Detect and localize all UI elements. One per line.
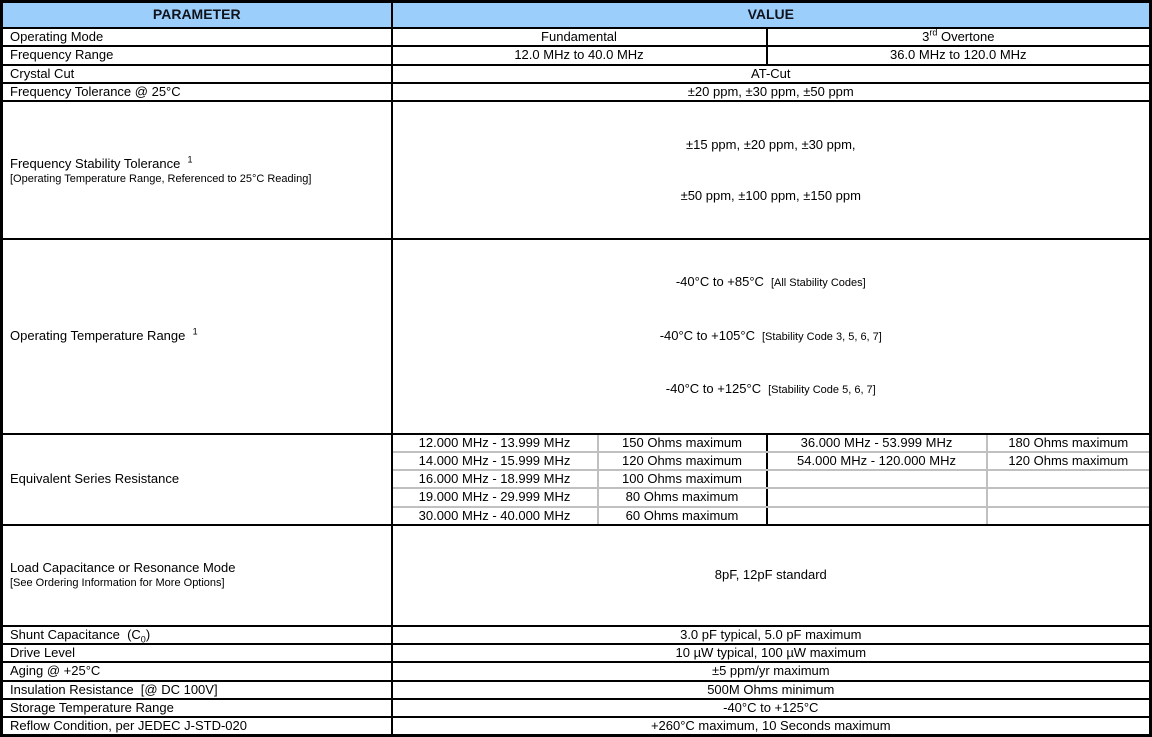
value-drive-level: 10 µW typical, 100 µW maximum xyxy=(392,644,1151,662)
parameter-column-header: PARAMETER xyxy=(2,2,392,29)
frequency-stability-footnote-marker: 1 xyxy=(187,154,193,165)
row-label-operating-mode: Operating Mode xyxy=(2,28,392,46)
value-frequency-tolerance: ±20 ppm, ±30 ppm, ±50 ppm xyxy=(392,83,1151,101)
row-label-drive-level: Drive Level xyxy=(2,644,392,662)
row-label-frequency-range: Frequency Range xyxy=(2,46,392,64)
overtone-superscript: rd xyxy=(929,27,938,38)
load-capacitance-label: Load Capacitance or Resonance Mode xyxy=(10,560,236,576)
value-operating-temperature xyxy=(392,239,1151,434)
row-label-load-capacitance xyxy=(2,525,392,626)
op-temp-note-1: [All Stability Codes] xyxy=(770,277,866,289)
operating-temperature-footnote-marker: 1 xyxy=(192,326,198,337)
row-label-crystal-cut: Crystal Cut xyxy=(2,65,392,83)
frequency-stability-value-line2: ±50 ppm, ±100 ppm, ±150 ppm xyxy=(680,188,861,203)
op-temp-note-3: [Stability Code 5, 6, 7] xyxy=(768,384,876,396)
esr-ot-ohms-1: 180 Ohms maximum xyxy=(987,434,1151,452)
row-frequency-stability xyxy=(2,101,1151,239)
frequency-stability-note: [Operating Temperature Range, Referenced to 25°C Reading] xyxy=(10,172,312,185)
esr-fund-range-5: 30.000 MHz - 40.000 MHz xyxy=(392,507,598,525)
shunt-label-post: ) xyxy=(145,626,151,642)
row-aging xyxy=(2,662,1151,680)
row-storage-temperature xyxy=(2,699,1151,717)
esr-fund-ohms-3: 100 Ohms maximum xyxy=(598,470,767,488)
row-drive-level xyxy=(2,644,1151,662)
value-shunt-capacitance: 3.0 pF typical, 5.0 pF maximum xyxy=(392,626,1151,644)
value-frequency-range-overtone: 36.0 MHz to 120.0 MHz xyxy=(767,46,1151,64)
row-insulation-resistance xyxy=(2,681,1151,699)
value-storage-temperature: -40°C to +125°C xyxy=(392,699,1151,717)
op-temp-range-2: -40°C to +105°C xyxy=(659,327,755,343)
value-frequency-stability xyxy=(392,101,1151,239)
operating-temperature-line xyxy=(397,379,1146,400)
row-operating-mode xyxy=(2,28,1151,46)
row-shunt-capacitance xyxy=(2,626,1151,644)
op-temp-range-1: -40°C to +85°C xyxy=(675,274,764,289)
esr-ot-ohms-5 xyxy=(987,507,1151,525)
esr-ot-range-4 xyxy=(767,488,987,506)
value-crystal-cut: AT-Cut xyxy=(392,65,1151,83)
op-temp-range-3: -40°C to +125°C xyxy=(665,381,762,396)
esr-fund-ohms-5: 60 Ohms maximum xyxy=(598,507,767,525)
row-reflow-condition xyxy=(2,717,1151,736)
frequency-stability-label-stack xyxy=(3,149,391,190)
esr-fund-range-3: 16.000 MHz - 18.999 MHz xyxy=(392,470,598,488)
esr-ot-range-1: 36.000 MHz - 53.999 MHz xyxy=(767,434,987,452)
esr-fund-range-2: 14.000 MHz - 15.999 MHz xyxy=(392,452,598,470)
row-frequency-range xyxy=(2,46,1151,64)
op-temp-note-2: [Stability Code 3, 5, 6, 7] xyxy=(762,330,882,343)
value-load-capacitance: 8pF, 12pF standard xyxy=(392,525,1151,626)
esr-fund-ohms-1: 150 Ohms maximum xyxy=(598,434,767,452)
row-operating-temperature xyxy=(2,239,1151,434)
operating-temperature-label-text: Operating Temperature Range xyxy=(10,327,186,343)
operating-temperature-line xyxy=(397,326,1146,347)
overtone-rest: Overtone xyxy=(937,29,995,44)
esr-ot-range-2: 54.000 MHz - 120.000 MHz xyxy=(767,452,987,470)
esr-fund-ohms-4: 80 Ohms maximum xyxy=(598,488,767,506)
value-operating-mode-fundamental: Fundamental xyxy=(392,28,767,46)
operating-temperature-line xyxy=(397,272,1146,293)
shunt-label-pre: Shunt Capacitance (C xyxy=(10,626,141,642)
row-label-frequency-stability xyxy=(2,101,392,239)
overtone-base: 3 xyxy=(922,29,930,44)
value-reflow-condition: +260°C maximum, 10 Seconds maximum xyxy=(650,718,891,733)
row-label-insulation-resistance: Insulation Resistance [@ DC 100V] xyxy=(2,681,392,699)
esr-fund-range-4: 19.000 MHz - 29.999 MHz xyxy=(392,488,598,506)
frequency-stability-value-line1: ±15 ppm, ±20 ppm, ±30 ppm, xyxy=(686,136,856,152)
load-capacitance-label-stack xyxy=(3,558,391,592)
row-label-reflow-condition: Reflow Condition, per JEDEC J-STD-020 xyxy=(2,717,392,736)
esr-ot-range-3 xyxy=(767,470,987,488)
row-label-esr: Equivalent Series Resistance xyxy=(2,434,392,525)
esr-ot-ohms-4 xyxy=(987,488,1151,506)
row-load-capacitance xyxy=(2,525,1151,626)
frequency-stability-label-text: Frequency Stability Tolerance xyxy=(10,156,181,172)
row-crystal-cut xyxy=(2,65,1151,83)
esr-fund-ohms-2: 120 Ohms maximum xyxy=(598,452,767,470)
esr-fund-range-1: 12.000 MHz - 13.999 MHz xyxy=(392,434,598,452)
esr-ot-range-5 xyxy=(767,507,987,525)
esr-ot-ohms-3 xyxy=(987,470,1151,488)
load-capacitance-note: [See Ordering Information for More Options] xyxy=(10,576,225,589)
shunt-label-subscript: 0 xyxy=(140,634,146,645)
row-label-aging: Aging @ +25°C xyxy=(2,662,392,680)
row-label-storage-temperature: Storage Temperature Range xyxy=(2,699,392,717)
row-esr-1 xyxy=(2,434,1151,452)
value-insulation-resistance: 500M Ohms minimum xyxy=(392,681,1151,699)
row-frequency-tolerance xyxy=(2,83,1151,101)
value-operating-mode-overtone xyxy=(767,28,1151,46)
value-column-header: VALUE xyxy=(392,2,1151,29)
row-label-shunt-capacitance xyxy=(2,626,392,644)
value-aging: ±5 ppm/yr maximum xyxy=(392,662,1151,680)
value-frequency-range-fundamental: 12.0 MHz to 40.0 MHz xyxy=(392,46,767,64)
row-label-frequency-tolerance: Frequency Tolerance @ 25°C xyxy=(2,83,392,101)
frequency-stability-label xyxy=(10,156,193,172)
row-label-operating-temperature xyxy=(2,239,392,434)
esr-ot-ohms-2: 120 Ohms maximum xyxy=(987,452,1151,470)
table-header-row xyxy=(2,2,1151,29)
